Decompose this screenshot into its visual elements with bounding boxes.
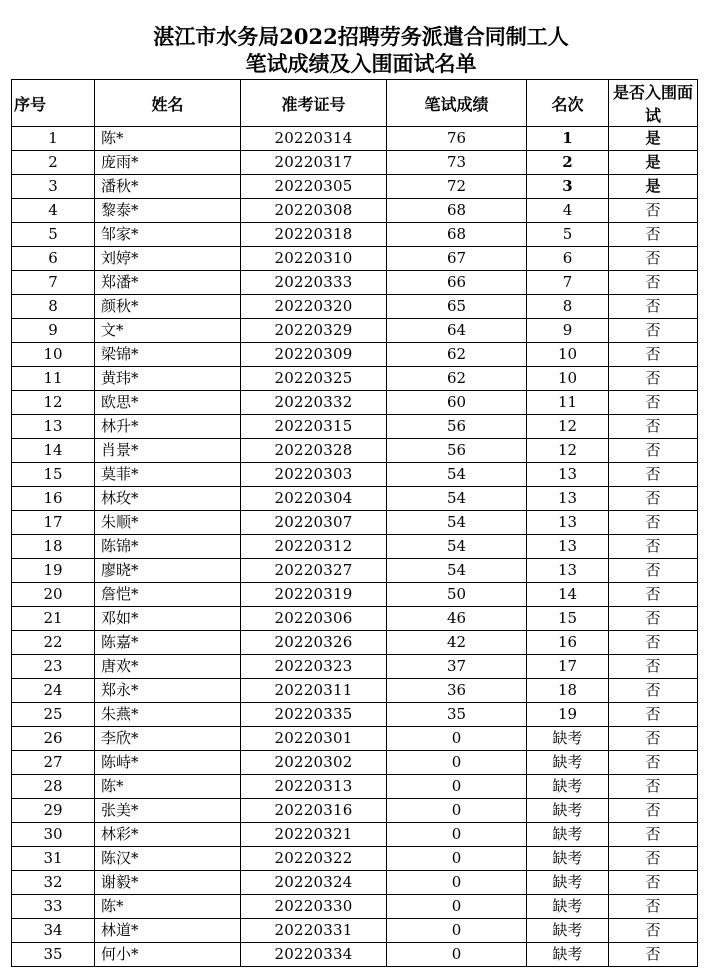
cell-shortlisted: 否	[609, 775, 698, 799]
cell-seq: 34	[12, 919, 95, 943]
table-row	[12, 391, 698, 415]
cell-seq: 17	[12, 511, 95, 535]
cell-exam-id: 20220314	[241, 127, 387, 151]
cell-seq: 32	[12, 871, 95, 895]
cell-shortlisted: 否	[609, 463, 698, 487]
cell-name: 林道*	[95, 919, 241, 943]
cell-name: 何小*	[95, 943, 241, 967]
cell-seq: 3	[12, 175, 95, 199]
cell-shortlisted: 否	[609, 655, 698, 679]
cell-rank: 4	[527, 199, 609, 223]
cell-score: 37	[387, 655, 527, 679]
cell-exam-id: 20220333	[241, 271, 387, 295]
cell-name: 陈*	[95, 127, 241, 151]
cell-name: 唐欢*	[95, 655, 241, 679]
cell-seq: 8	[12, 295, 95, 319]
header-score: 笔试成绩	[387, 80, 527, 127]
cell-seq: 13	[12, 415, 95, 439]
table-row	[12, 679, 698, 703]
cell-rank: 18	[527, 679, 609, 703]
cell-score: 72	[387, 175, 527, 199]
cell-exam-id: 20220320	[241, 295, 387, 319]
table-row	[12, 727, 698, 751]
cell-seq: 35	[12, 943, 95, 967]
cell-seq: 7	[12, 271, 95, 295]
page-subtitle: 笔试成绩及入围面试名单	[245, 51, 477, 76]
cell-rank: 2	[527, 151, 609, 175]
cell-exam-id: 20220330	[241, 895, 387, 919]
cell-exam-id: 20220313	[241, 775, 387, 799]
cell-seq: 20	[12, 583, 95, 607]
cell-score: 73	[387, 151, 527, 175]
cell-name: 邹家*	[95, 223, 241, 247]
cell-score: 54	[387, 535, 527, 559]
cell-seq: 16	[12, 487, 95, 511]
cell-seq: 15	[12, 463, 95, 487]
cell-rank: 17	[527, 655, 609, 679]
cell-score: 46	[387, 607, 527, 631]
table-row	[12, 703, 698, 727]
cell-name: 陈*	[95, 775, 241, 799]
cell-name: 潘秋*	[95, 175, 241, 199]
cell-rank: 16	[527, 631, 609, 655]
cell-score: 0	[387, 919, 527, 943]
cell-rank: 10	[527, 343, 609, 367]
cell-shortlisted: 否	[609, 703, 698, 727]
cell-exam-id: 20220302	[241, 751, 387, 775]
table-row	[12, 295, 698, 319]
cell-rank: 11	[527, 391, 609, 415]
cell-seq: 18	[12, 535, 95, 559]
cell-exam-id: 20220321	[241, 823, 387, 847]
cell-seq: 19	[12, 559, 95, 583]
cell-shortlisted: 否	[609, 247, 698, 271]
cell-name: 文*	[95, 319, 241, 343]
cell-score: 54	[387, 559, 527, 583]
cell-shortlisted: 否	[609, 583, 698, 607]
cell-shortlisted: 否	[609, 847, 698, 871]
cell-rank: 缺考	[527, 943, 609, 967]
cell-shortlisted: 否	[609, 367, 698, 391]
cell-shortlisted: 否	[609, 223, 698, 247]
cell-rank: 5	[527, 223, 609, 247]
table-row	[12, 415, 698, 439]
cell-score: 56	[387, 415, 527, 439]
table-row	[12, 847, 698, 871]
table-row	[12, 199, 698, 223]
cell-exam-id: 20220301	[241, 727, 387, 751]
cell-score: 56	[387, 439, 527, 463]
cell-rank: 15	[527, 607, 609, 631]
table-row	[12, 919, 698, 943]
cell-seq: 29	[12, 799, 95, 823]
cell-shortlisted: 否	[609, 271, 698, 295]
cell-shortlisted: 否	[609, 895, 698, 919]
cell-rank: 缺考	[527, 775, 609, 799]
cell-rank: 7	[527, 271, 609, 295]
cell-name: 梁锦*	[95, 343, 241, 367]
cell-seq: 21	[12, 607, 95, 631]
cell-shortlisted: 否	[609, 487, 698, 511]
cell-exam-id: 20220323	[241, 655, 387, 679]
table-row	[12, 127, 698, 151]
cell-exam-id: 20220329	[241, 319, 387, 343]
cell-name: 廖晓*	[95, 559, 241, 583]
page-title: 湛江市水务局2022招聘劳务派遣合同制工人	[153, 24, 569, 49]
cell-name: 张美*	[95, 799, 241, 823]
cell-shortlisted: 否	[609, 391, 698, 415]
cell-exam-id: 20220328	[241, 439, 387, 463]
header-shortlisted: 是否入围面试	[609, 80, 698, 127]
table-row	[12, 367, 698, 391]
cell-rank: 14	[527, 583, 609, 607]
cell-name: 陈汉*	[95, 847, 241, 871]
cell-rank: 6	[527, 247, 609, 271]
table-row	[12, 175, 698, 199]
cell-score: 65	[387, 295, 527, 319]
cell-exam-id: 20220324	[241, 871, 387, 895]
cell-shortlisted: 否	[609, 751, 698, 775]
cell-exam-id: 20220303	[241, 463, 387, 487]
cell-name: 黄玮*	[95, 367, 241, 391]
cell-rank: 缺考	[527, 799, 609, 823]
cell-score: 60	[387, 391, 527, 415]
table-row	[12, 319, 698, 343]
cell-exam-id: 20220327	[241, 559, 387, 583]
cell-seq: 24	[12, 679, 95, 703]
cell-name: 林升*	[95, 415, 241, 439]
cell-rank: 3	[527, 175, 609, 199]
cell-seq: 1	[12, 127, 95, 151]
table-row	[12, 535, 698, 559]
cell-seq: 33	[12, 895, 95, 919]
cell-name: 庞雨*	[95, 151, 241, 175]
cell-rank: 缺考	[527, 895, 609, 919]
cell-shortlisted: 否	[609, 631, 698, 655]
cell-exam-id: 20220308	[241, 199, 387, 223]
cell-seq: 2	[12, 151, 95, 175]
cell-exam-id: 20220307	[241, 511, 387, 535]
cell-exam-id: 20220331	[241, 919, 387, 943]
table-row	[12, 487, 698, 511]
cell-name: 邓如*	[95, 607, 241, 631]
cell-score: 76	[387, 127, 527, 151]
cell-rank: 13	[527, 487, 609, 511]
cell-exam-id: 20220319	[241, 583, 387, 607]
cell-exam-id: 20220316	[241, 799, 387, 823]
table-row	[12, 559, 698, 583]
cell-seq: 11	[12, 367, 95, 391]
cell-score: 68	[387, 223, 527, 247]
cell-exam-id: 20220311	[241, 679, 387, 703]
cell-shortlisted: 否	[609, 319, 698, 343]
cell-exam-id: 20220315	[241, 415, 387, 439]
cell-exam-id: 20220318	[241, 223, 387, 247]
cell-score: 54	[387, 463, 527, 487]
cell-exam-id: 20220309	[241, 343, 387, 367]
cell-seq: 25	[12, 703, 95, 727]
header-seq: 序号	[12, 80, 95, 127]
cell-name: 朱燕*	[95, 703, 241, 727]
table-row	[12, 271, 698, 295]
cell-name: 黎泰*	[95, 199, 241, 223]
table-row	[12, 247, 698, 271]
cell-shortlisted: 否	[609, 943, 698, 967]
table-row	[12, 583, 698, 607]
cell-name: 郑潘*	[95, 271, 241, 295]
cell-seq: 23	[12, 655, 95, 679]
cell-rank: 9	[527, 319, 609, 343]
cell-shortlisted: 否	[609, 511, 698, 535]
cell-exam-id: 20220305	[241, 175, 387, 199]
cell-rank: 13	[527, 559, 609, 583]
results-table	[11, 79, 698, 967]
cell-score: 0	[387, 847, 527, 871]
cell-rank: 缺考	[527, 847, 609, 871]
cell-name: 谢毅*	[95, 871, 241, 895]
cell-shortlisted: 否	[609, 871, 698, 895]
cell-name: 詹恺*	[95, 583, 241, 607]
table-row	[12, 871, 698, 895]
cell-name: 李欣*	[95, 727, 241, 751]
cell-shortlisted: 否	[609, 199, 698, 223]
cell-name: 林玫*	[95, 487, 241, 511]
table-row	[12, 799, 698, 823]
cell-exam-id: 20220334	[241, 943, 387, 967]
cell-seq: 10	[12, 343, 95, 367]
cell-seq: 31	[12, 847, 95, 871]
cell-seq: 27	[12, 751, 95, 775]
cell-shortlisted: 否	[609, 823, 698, 847]
cell-score: 36	[387, 679, 527, 703]
cell-name: 陈峙*	[95, 751, 241, 775]
cell-rank: 10	[527, 367, 609, 391]
cell-score: 66	[387, 271, 527, 295]
table-row	[12, 463, 698, 487]
cell-score: 62	[387, 367, 527, 391]
cell-name: 林彩*	[95, 823, 241, 847]
cell-score: 62	[387, 343, 527, 367]
cell-score: 50	[387, 583, 527, 607]
cell-shortlisted: 否	[609, 919, 698, 943]
cell-shortlisted: 否	[609, 607, 698, 631]
cell-seq: 9	[12, 319, 95, 343]
cell-shortlisted: 否	[609, 727, 698, 751]
cell-exam-id: 20220326	[241, 631, 387, 655]
cell-rank: 19	[527, 703, 609, 727]
cell-rank: 缺考	[527, 871, 609, 895]
table-row	[12, 775, 698, 799]
cell-rank: 13	[527, 535, 609, 559]
cell-shortlisted: 否	[609, 535, 698, 559]
table-row	[12, 895, 698, 919]
cell-rank: 缺考	[527, 823, 609, 847]
cell-seq: 12	[12, 391, 95, 415]
cell-shortlisted: 否	[609, 679, 698, 703]
cell-shortlisted: 是	[609, 127, 698, 151]
cell-seq: 30	[12, 823, 95, 847]
cell-exam-id: 20220304	[241, 487, 387, 511]
cell-seq: 22	[12, 631, 95, 655]
cell-seq: 26	[12, 727, 95, 751]
cell-name: 颜秋*	[95, 295, 241, 319]
cell-name: 陈锦*	[95, 535, 241, 559]
cell-rank: 8	[527, 295, 609, 319]
table-row	[12, 511, 698, 535]
cell-shortlisted: 是	[609, 151, 698, 175]
cell-score: 54	[387, 487, 527, 511]
cell-shortlisted: 否	[609, 439, 698, 463]
cell-rank: 13	[527, 463, 609, 487]
cell-name: 肖景*	[95, 439, 241, 463]
cell-rank: 1	[527, 127, 609, 151]
cell-score: 67	[387, 247, 527, 271]
cell-score: 0	[387, 871, 527, 895]
cell-seq: 4	[12, 199, 95, 223]
cell-shortlisted: 否	[609, 799, 698, 823]
cell-score: 0	[387, 727, 527, 751]
table-row	[12, 439, 698, 463]
header-rank: 名次	[527, 80, 609, 127]
cell-exam-id: 20220335	[241, 703, 387, 727]
header-exam-id: 准考证号	[241, 80, 387, 127]
cell-shortlisted: 否	[609, 295, 698, 319]
cell-seq: 14	[12, 439, 95, 463]
table-row	[12, 943, 698, 967]
cell-exam-id: 20220312	[241, 535, 387, 559]
table-row	[12, 823, 698, 847]
cell-exam-id: 20220317	[241, 151, 387, 175]
table-row	[12, 607, 698, 631]
table-row	[12, 223, 698, 247]
cell-score: 0	[387, 751, 527, 775]
cell-score: 0	[387, 799, 527, 823]
cell-name: 欧思*	[95, 391, 241, 415]
table-row	[12, 751, 698, 775]
cell-rank: 缺考	[527, 919, 609, 943]
cell-seq: 5	[12, 223, 95, 247]
cell-seq: 6	[12, 247, 95, 271]
cell-name: 朱顺*	[95, 511, 241, 535]
cell-score: 68	[387, 199, 527, 223]
cell-name: 陈*	[95, 895, 241, 919]
table-row	[12, 631, 698, 655]
table-body	[12, 127, 698, 967]
cell-exam-id: 20220332	[241, 391, 387, 415]
cell-rank: 缺考	[527, 751, 609, 775]
cell-rank: 12	[527, 439, 609, 463]
cell-rank: 13	[527, 511, 609, 535]
cell-score: 0	[387, 823, 527, 847]
cell-name: 刘婷*	[95, 247, 241, 271]
cell-score: 64	[387, 319, 527, 343]
cell-shortlisted: 否	[609, 559, 698, 583]
cell-exam-id: 20220306	[241, 607, 387, 631]
cell-shortlisted: 否	[609, 343, 698, 367]
cell-score: 0	[387, 943, 527, 967]
table-row	[12, 343, 698, 367]
cell-score: 0	[387, 895, 527, 919]
cell-exam-id: 20220322	[241, 847, 387, 871]
cell-name: 莫菲*	[95, 463, 241, 487]
cell-score: 54	[387, 511, 527, 535]
cell-exam-id: 20220325	[241, 367, 387, 391]
cell-score: 0	[387, 775, 527, 799]
cell-score: 35	[387, 703, 527, 727]
header-name: 姓名	[95, 80, 241, 127]
cell-shortlisted: 是	[609, 175, 698, 199]
table-header-row	[12, 80, 698, 127]
cell-seq: 28	[12, 775, 95, 799]
table-row	[12, 655, 698, 679]
cell-rank: 12	[527, 415, 609, 439]
cell-score: 42	[387, 631, 527, 655]
cell-shortlisted: 否	[609, 415, 698, 439]
cell-rank: 缺考	[527, 727, 609, 751]
cell-name: 郑永*	[95, 679, 241, 703]
cell-name: 陈嘉*	[95, 631, 241, 655]
table-row	[12, 151, 698, 175]
cell-exam-id: 20220310	[241, 247, 387, 271]
